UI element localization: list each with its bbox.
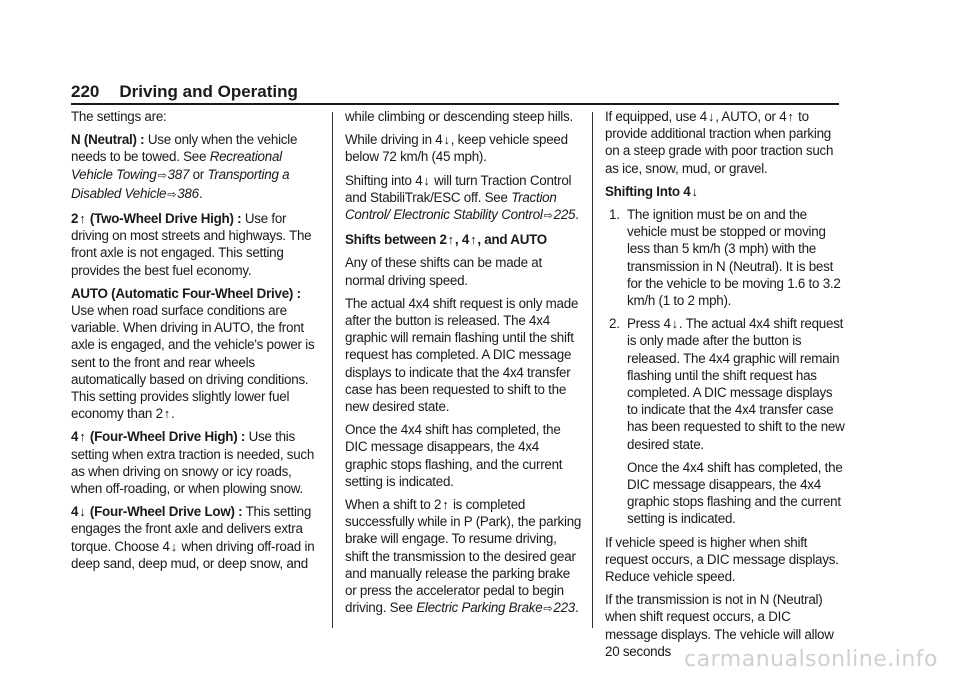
arrow-down-icon: ↓ — [691, 183, 698, 199]
paragraph-neutral — [71, 131, 323, 204]
step-number: 2. — [609, 316, 620, 332]
punct: . — [574, 600, 579, 616]
paragraph-shift-request: The actual 4x4 shift request is only made after the button is released. The 4x4 graphic will remain flashing until the shift request has completed. A DIC message displays to indicate that the 4x4 transfer case has been requested to shift to the new desired state. — [345, 295, 579, 415]
link-traction-control[interactable]: Traction Control/ Electronic Stability Control — [345, 189, 557, 223]
paragraph-shift-complete: Once the 4x4 shift has completed, the DIC message disappears, the 4x4 graphic stops flashing, and the current setting is indicated. — [345, 422, 563, 489]
page-number: 220 — [71, 82, 100, 101]
paragraph-speed-higher: If vehicle speed is higher when shift request occurs, a DIC message displays. Reduce vehicle speed. — [605, 534, 839, 585]
arrow-down-icon: ↓ — [671, 316, 678, 332]
text: , 4 — [454, 232, 470, 248]
intro-text: The settings are: — [71, 109, 167, 124]
watermark: carmanualsonline.info — [684, 647, 938, 672]
term-4-high — [71, 429, 245, 444]
term-4-low — [71, 504, 242, 519]
text: to provide additional traction when parking on a steep grade with poor traction such as ice, snow, mud, or gravel. — [605, 109, 834, 176]
text: , keep vehicle speed below 72 km/h (45 mph). — [345, 132, 568, 165]
arrow-up-icon: ↑ — [79, 211, 86, 227]
text: While driving in 4 — [345, 132, 443, 148]
subheading-text — [605, 184, 699, 199]
subheading-shifts-between — [345, 231, 583, 248]
text: Shifting into 4 — [345, 172, 423, 188]
punct: . — [171, 406, 175, 422]
page-ref-387[interactable]: 387 — [167, 166, 190, 182]
paragraph-2-high — [71, 210, 323, 279]
column-divider-right — [592, 112, 593, 628]
arrow-up-icon: ↑ — [79, 429, 86, 445]
step-text: . The actual 4x4 shift request is only made after the button is released. The 4x4 graphic will remain flashing until the shift request has completed. A DIC message displays to indicate that the 4x4 transfer case has been requested to shift to the new desired state. — [627, 316, 845, 452]
link-transport-disabled[interactable]: Transporting a Disabled Vehicle — [71, 166, 290, 201]
paragraph-not-neutral: If the transmission is not in N (Neutral) when shift request occurs, a DIC message displays. The vehicle will allow 20 seconds — [605, 592, 834, 659]
page-ref-icon: ⇨ — [157, 169, 167, 182]
paragraph-park-brake — [345, 496, 583, 618]
paragraph-4-low — [71, 503, 323, 572]
term-prefix: 4 — [71, 429, 79, 445]
step-subparagraph: Once the 4x4 shift has completed, the DIC message disappears, the 4x4 graphic stops flashing and the current setting is indicated. — [627, 459, 843, 527]
term-suffix: (Four-Wheel Drive High) : — [86, 429, 246, 445]
paragraph-normal-speed: Any of these shifts can be made at normal driving speed. — [345, 255, 542, 288]
term-suffix: (Two-Wheel Drive High) : — [86, 211, 242, 227]
subheading-shifting-into — [605, 183, 845, 200]
page-ref-386[interactable]: 386 — [177, 185, 199, 201]
paragraph-auto — [71, 285, 323, 423]
arrow-down-icon: ↓ — [423, 172, 430, 188]
page-ref-225[interactable]: 225 — [553, 207, 576, 223]
paragraph-speed-limit — [345, 131, 583, 165]
column-2 — [345, 108, 583, 624]
list-item — [605, 315, 845, 527]
list-item — [605, 206, 845, 309]
paragraph-traction — [345, 172, 583, 226]
auto-text: Use when road surface conditions are variable. When driving in AUTO, the front axle is engaged, and the vehicle's power is sent to the front and rear wheels automatically based on driving conditions. This setting provides slightly lower fuel economy than 2 — [71, 303, 315, 422]
paragraph-4-high — [71, 428, 323, 497]
step-text: Press 4 — [627, 316, 671, 332]
term-auto: AUTO (Automatic Four-Wheel Drive) : — [71, 285, 301, 301]
neutral-text: Use only when the vehicle needs to be towed. See — [71, 132, 298, 165]
page-ref-icon: ⇨ — [167, 188, 177, 201]
term-prefix: 2 — [71, 211, 79, 227]
link-rv-towing[interactable]: Recreational Vehicle Towing — [71, 149, 282, 182]
or-text: or — [189, 166, 208, 182]
term-suffix: (Four-Wheel Drive Low) : — [86, 504, 243, 520]
punct: . — [198, 185, 203, 201]
page-ref-icon: ⇨ — [543, 210, 553, 223]
four-low-text: This setting engages the front axle and delivers extra torque. Choose 4 — [71, 504, 312, 554]
arrow-down-icon: ↓ — [707, 109, 715, 124]
step-number: 1. — [609, 207, 620, 223]
two-high-text: Use for driving on most streets and highways. The front axle is not engaged. This setting provides the best fuel economy. — [71, 211, 312, 278]
column-divider-left — [332, 112, 333, 628]
text: Shifting Into 4 — [605, 183, 691, 199]
page-ref-223[interactable]: 223 — [553, 600, 575, 616]
four-high-text: Use this setting when extra traction is needed, such as when driving on snowy or icy roads, when off-roading, or when plowing snow. — [71, 429, 315, 497]
subheading-text — [345, 232, 547, 247]
arrow-down-icon: ↓ — [443, 132, 450, 148]
arrow-up-icon: ↑ — [447, 232, 454, 248]
text: When a shift to 2 — [345, 497, 442, 513]
arrow-down-icon: ↓ — [79, 504, 86, 520]
step-text: The ignition must be on and the vehicle must be stopped or moving less than 5 km/h (3 mph) with the transmission in N (Neutral). It is best for the vehicle to be moving 1.6 to 3.2 km/h (1 to 2 mph). — [627, 207, 841, 309]
column-3 — [605, 108, 845, 666]
paragraph-parking-traction — [605, 108, 845, 177]
arrow-up-icon: ↑ — [470, 232, 477, 248]
term-prefix: 4 — [71, 504, 79, 520]
text: , and AUTO — [477, 232, 547, 248]
text: If equipped, use 4 — [605, 109, 707, 124]
link-electric-parking-brake[interactable]: Electric Parking Brake — [416, 600, 543, 616]
text: , AUTO, or 4 — [715, 109, 787, 124]
text: Shifts between 2 — [345, 232, 447, 248]
steps-list — [605, 206, 845, 528]
term-2-high — [71, 211, 241, 226]
header-rule — [71, 103, 839, 105]
text: will turn Traction Control and StabiliTrak/ESC off. See — [345, 172, 572, 205]
paragraph-hills: while climbing or descending steep hills. — [345, 109, 573, 124]
arrow-up-icon: ↑ — [442, 497, 449, 513]
column-1 — [71, 108, 323, 578]
section-title: Driving and Operating — [119, 82, 298, 101]
arrow-down-icon: ↓ — [170, 538, 177, 554]
punct: . — [575, 207, 579, 223]
four-low-text-cont: when driving off-road in deep sand, deep mud, or deep snow, and — [71, 538, 315, 571]
arrow-up-icon: ↑ — [787, 109, 794, 124]
page-ref-icon: ⇨ — [543, 603, 553, 616]
term-neutral: N (Neutral) : — [71, 132, 145, 148]
arrow-up-icon: ↑ — [163, 406, 171, 422]
page-header — [71, 82, 298, 104]
text: is completed successfully while in P (Park), the parking brake will engage. To resume driving, shift the transmission to the desired gear and manually release the parking brake or press the accelerator pedal to begin driving. See — [345, 497, 582, 616]
